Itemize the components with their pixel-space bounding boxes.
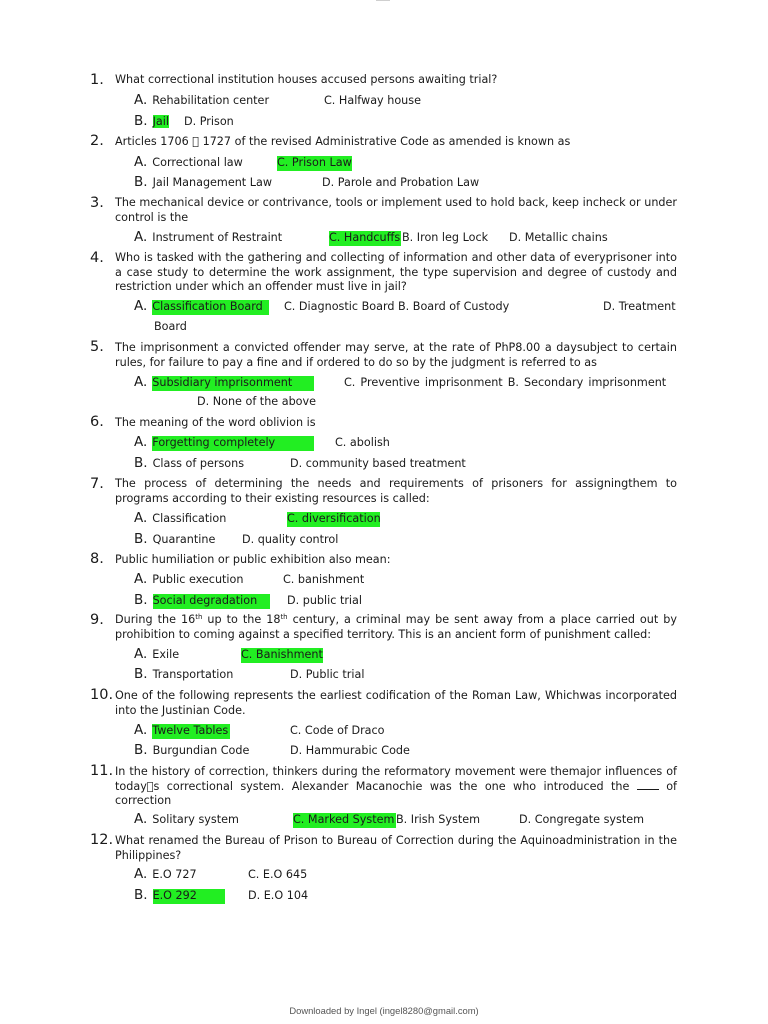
option-text: C. Code of Draco <box>290 724 385 737</box>
option-text: Classification <box>152 512 227 525</box>
option-text: Rehabilitation center <box>152 94 270 107</box>
answer-row <box>134 456 244 472</box>
option-letter: A. <box>134 229 148 245</box>
option-text: D. quality control <box>242 533 339 546</box>
top-margin-mark <box>376 0 390 1</box>
question-text: What renamed the Bureau of Prison to Bureau of Correction during the Aquinoadministration in the Philippines? <box>115 834 677 862</box>
question-number: 2. <box>90 133 104 149</box>
option-letter: B. <box>134 742 148 758</box>
question-number: 7. <box>90 476 104 492</box>
option-letter: A. <box>134 510 148 526</box>
option-letter: B. <box>134 531 148 547</box>
highlighted-answer: Subsidiary imprisonment <box>152 376 314 391</box>
option-text: D. Hammurabic Code <box>290 744 410 757</box>
question-text: The mechanical device or contrivance, tools or implement used to hold back, keep incheck or under control is the <box>115 196 677 224</box>
option-text: C. abolish <box>335 436 390 449</box>
highlighted-answer: Jail <box>152 115 169 128</box>
question-text-part: century, a criminal may be sent away from a place carried out by prohibition to coming against a specified territory. This is an ancient form of punishment called: <box>115 613 677 641</box>
option-text: D. Prison <box>184 115 234 128</box>
answer-row <box>134 299 269 315</box>
option-text: C. Diagnostic Board B. Board of Custody <box>284 300 510 313</box>
option-text: Transportation <box>152 668 234 681</box>
option-text: D. None of the above <box>197 395 317 408</box>
answer-row <box>134 435 314 451</box>
option-letter: A. <box>134 298 148 314</box>
question-number: 9. <box>90 612 104 628</box>
question-number: 8. <box>90 551 104 567</box>
option-letter: A. <box>134 722 148 738</box>
download-footer: Downloaded by Ingel (ingel8280@gmail.com) <box>289 1005 479 1016</box>
option-letter: B. <box>134 592 148 608</box>
question-number: 10. <box>90 687 114 703</box>
option-text: C. Preventive imprisonment B. Secondary imprisonment <box>344 376 667 389</box>
option-letter: B. <box>134 455 148 471</box>
question-text: One of the following represents the earliest codification of the Roman Law, Whichwas incorporated into the Justinian Code. <box>115 689 677 717</box>
highlighted-answer: C. diversification <box>287 512 381 525</box>
option-letter: B. <box>134 113 148 129</box>
option-letter: B. <box>134 666 148 682</box>
ordinal-suffix: th <box>280 613 288 621</box>
highlighted-answer: C. Handcuffs <box>329 231 401 244</box>
question-number: 3. <box>90 195 104 211</box>
option-text: Quarantine <box>152 533 216 546</box>
question-text <box>115 613 677 642</box>
option-letter: A. <box>134 866 148 882</box>
highlighted-answer: C. Marked System <box>293 813 395 826</box>
highlighted-answer: Classification Board <box>152 300 269 315</box>
question-text-part: up to the 18 <box>202 613 281 626</box>
option-letter: A. <box>134 646 148 662</box>
option-text: Solitary system <box>152 813 239 826</box>
question-text: The imprisonment a convicted offender may serve, at the rate of PhP8.00 a daysubject to certain rules, for failure to pay a fine and if ordered to do so by the judgment is referred to as <box>115 341 677 369</box>
option-text: D. E.O 104 <box>248 889 309 902</box>
option-text: Correctional law <box>152 156 243 169</box>
question-text-part: During the 16 <box>115 613 196 626</box>
option-letter: A. <box>134 374 148 390</box>
answer-row <box>134 114 169 130</box>
answer-row <box>134 667 233 683</box>
option-text: Public execution <box>152 573 244 586</box>
option-text: E.O 727 <box>152 868 197 881</box>
option-letter: A. <box>134 571 148 587</box>
answer-row <box>134 888 225 904</box>
question-number: 1. <box>90 72 104 88</box>
question-number: 6. <box>90 414 104 430</box>
option-text: D. Parole and Probation Law <box>322 176 480 189</box>
highlighted-answer: Social degradation <box>153 594 270 609</box>
question-text-part: In the history of correction, thinkers during the reformatory movement were themajor influences of today s correctional system. Alexander Macanochie was the one who introduced the <box>115 765 677 793</box>
highlighted-answer: E.O 292 <box>153 889 225 904</box>
question-number: 11. <box>90 763 114 779</box>
ordinal-suffix: th <box>195 613 203 621</box>
question-number: 12. <box>90 832 114 848</box>
option-text: Class of persons <box>152 457 245 470</box>
option-letter: A. <box>134 154 148 170</box>
question-number: 4. <box>90 250 104 266</box>
question-text: The meaning of the word oblivion is <box>115 416 316 429</box>
option-text: D. Public trial <box>290 668 365 681</box>
answer-row <box>134 572 243 588</box>
option-text: Jail Management Law <box>152 176 272 189</box>
highlighted-answer: Forgetting completely <box>152 436 314 451</box>
option-letter: A. <box>134 811 148 827</box>
option-text: B. Iron leg Lock <box>402 231 489 244</box>
question-text: Who is tasked with the gathering and collecting of information and other data of everyprisoner into a case study to determine the work assignment, the type supervision and degree of custody and restriction under which an offender must live in jail? <box>115 251 677 294</box>
question-text-part: of correction <box>115 779 677 808</box>
highlighted-answer: Twelve Tables <box>152 724 230 739</box>
question-number: 5. <box>90 339 104 355</box>
question-text: What correctional institution houses accused persons awaiting trial? <box>115 73 498 86</box>
answer-row <box>134 593 270 609</box>
answer-row <box>134 511 226 527</box>
option-text: D. Congregate system <box>519 813 645 826</box>
option-text: Burgundian Code <box>152 744 250 757</box>
answer-row <box>134 155 243 171</box>
option-letter: B. <box>134 174 148 190</box>
option-text: C. E.O 645 <box>248 868 308 881</box>
highlighted-answer: C. Prison Law <box>277 156 352 169</box>
answer-row <box>134 743 249 759</box>
option-text: C. Halfway house <box>324 94 421 107</box>
option-text: D. Metallic chains <box>509 231 608 244</box>
answer-row <box>134 230 282 246</box>
highlighted-answer: C. Banishment <box>241 648 323 661</box>
answer-row <box>134 647 179 663</box>
answer-row <box>134 723 230 739</box>
option-text: Board <box>154 320 187 333</box>
answer-row <box>134 175 272 191</box>
question-text: Articles 1706   1727 of the revised Administrative Code as amended is known as <box>115 135 571 148</box>
option-text: Instrument of Restraint <box>152 231 283 244</box>
option-text: B. Irish System <box>396 813 480 826</box>
answer-row <box>134 812 239 828</box>
option-text: Exile <box>152 648 180 661</box>
answer-row <box>134 375 314 391</box>
fill-in-blank <box>637 780 659 790</box>
question-text: Public humiliation or public exhibition also mean: <box>115 553 391 566</box>
option-letter: A. <box>134 92 148 108</box>
option-letter: B. <box>134 887 148 903</box>
answer-row <box>134 867 197 883</box>
question-text: The process of determining the needs and requirements of prisoners for assigningthem to programs according to their existing resources is called: <box>115 477 677 505</box>
option-text: D. public trial <box>287 594 363 607</box>
option-text: C. banishment <box>283 573 365 586</box>
answer-row <box>134 93 269 109</box>
answer-row <box>134 532 215 548</box>
option-letter: A. <box>134 434 148 450</box>
option-text: D. community based treatment <box>290 457 466 470</box>
question-text <box>115 765 677 809</box>
option-text: D. Treatment <box>603 300 676 313</box>
